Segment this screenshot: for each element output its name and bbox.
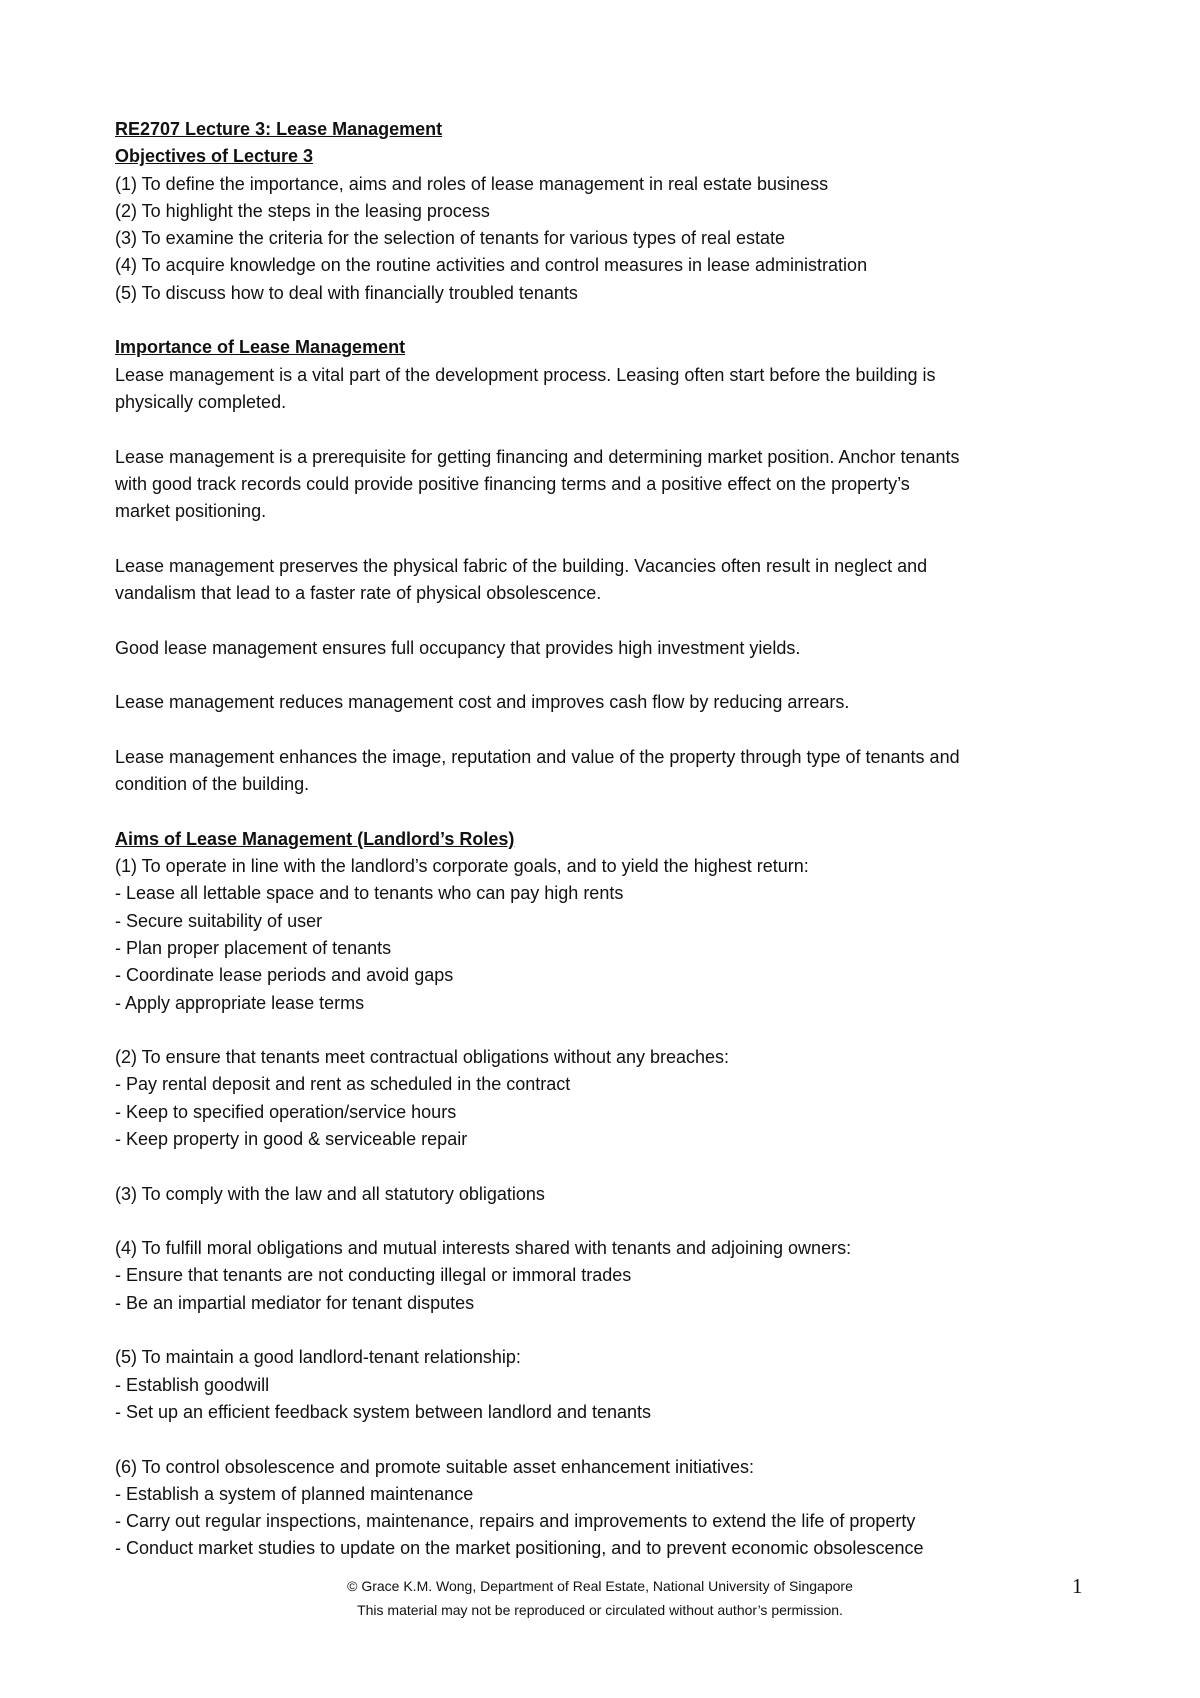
aim-line: (4) To fulfill moral obligations and mutual interests shared with tenants and adjoining owners: (115, 1238, 852, 1259)
document-body (115, 116, 1100, 1563)
aim-line: - Apply appropriate lease terms (115, 992, 365, 1013)
paragraph-line: Lease management preserves the physical fabric of the building. Vacancies often result in neglect and (115, 555, 928, 576)
aim-line: - Secure suitability of user (115, 910, 323, 931)
objective-item: (3) To examine the criteria for the selection of tenants for various types of real estate (115, 228, 786, 249)
aim-line: (2) To ensure that tenants meet contractual obligations without any breaches: (115, 1047, 730, 1068)
document-title: RE2707 Lecture 3: Lease Management (115, 119, 443, 139)
aim-line: - Keep property in good & serviceable repair (115, 1128, 468, 1149)
paragraph-line: physically completed. (115, 391, 287, 412)
footer-copyright: © Grace K.M. Wong, Department of Real Estate, National University of Singapore (347, 1578, 853, 1594)
aim-line: - Set up an efficient feedback system between landlord and tenants (115, 1401, 652, 1422)
aim-line: (5) To maintain a good landlord-tenant relationship: (115, 1347, 521, 1368)
aim-line: (3) To comply with the law and all statutory obligations (115, 1183, 545, 1204)
page-number: 1 (1072, 1574, 1083, 1598)
paragraph-line: condition of the building. (115, 774, 310, 795)
objective-item: (5) To discuss how to deal with financially troubled tenants (115, 282, 578, 303)
aims-heading: Aims of Lease Management (Landlord’s Roles) (115, 828, 515, 849)
aim-line: (6) To control obsolescence and promote suitable asset enhancement initiatives: (115, 1456, 755, 1477)
paragraph-line: with good track records could provide positive financing terms and a positive effect on the property’s (115, 473, 910, 494)
aim-line: - Keep to specified operation/service hours (115, 1101, 457, 1122)
objective-item: (2) To highlight the steps in the leasing process (115, 200, 490, 221)
paragraph-line: Good lease management ensures full occupancy that provides high investment yields. (115, 637, 801, 658)
paragraph-line: Lease management is a prerequisite for getting financing and determining market position. Anchor tenants (115, 446, 960, 467)
paragraph-line: market positioning. (115, 501, 267, 522)
paragraph-line: vandalism that lead to a faster rate of physical obsolescence. (115, 583, 602, 604)
objectives-heading: Objectives of Lecture 3 (115, 146, 314, 167)
aim-line: - Be an impartial mediator for tenant disputes (115, 1292, 475, 1313)
objective-item: (1) To define the importance, aims and roles of lease management in real estate business (115, 173, 829, 194)
aim-line: - Establish goodwill (115, 1374, 270, 1395)
aim-line: - Plan proper placement of tenants (115, 937, 392, 958)
aim-line: - Coordinate lease periods and avoid gaps (115, 965, 454, 986)
paragraph-line: Lease management is a vital part of the development process. Leasing often start before the building is (115, 364, 936, 385)
paragraph-line: Lease management enhances the image, reputation and value of the property through type of tenants and (115, 746, 960, 767)
aim-line: - Establish a system of planned maintenance (115, 1483, 474, 1504)
aim-line: - Conduct market studies to update on the market positioning, and to prevent economic obsolescence (115, 1538, 924, 1559)
objective-item: (4) To acquire knowledge on the routine activities and control measures in lease administration (115, 255, 868, 276)
importance-heading: Importance of Lease Management (115, 337, 406, 358)
aim-line: (1) To operate in line with the landlord’s corporate goals, and to yield the highest return: (115, 856, 809, 877)
footer-notice: This material may not be reproduced or circulated without author’s permission. (357, 1602, 843, 1618)
aim-line: - Lease all lettable space and to tenants who can pay high rents (115, 883, 624, 904)
paragraph-line: Lease management reduces management cost and improves cash flow by reducing arrears. (115, 692, 850, 713)
aim-line: - Pay rental deposit and rent as scheduled in the contract (115, 1074, 571, 1095)
aim-line: - Carry out regular inspections, maintenance, repairs and improvements to extend the life of property (115, 1511, 916, 1532)
aim-line: - Ensure that tenants are not conducting illegal or immoral trades (115, 1265, 632, 1286)
